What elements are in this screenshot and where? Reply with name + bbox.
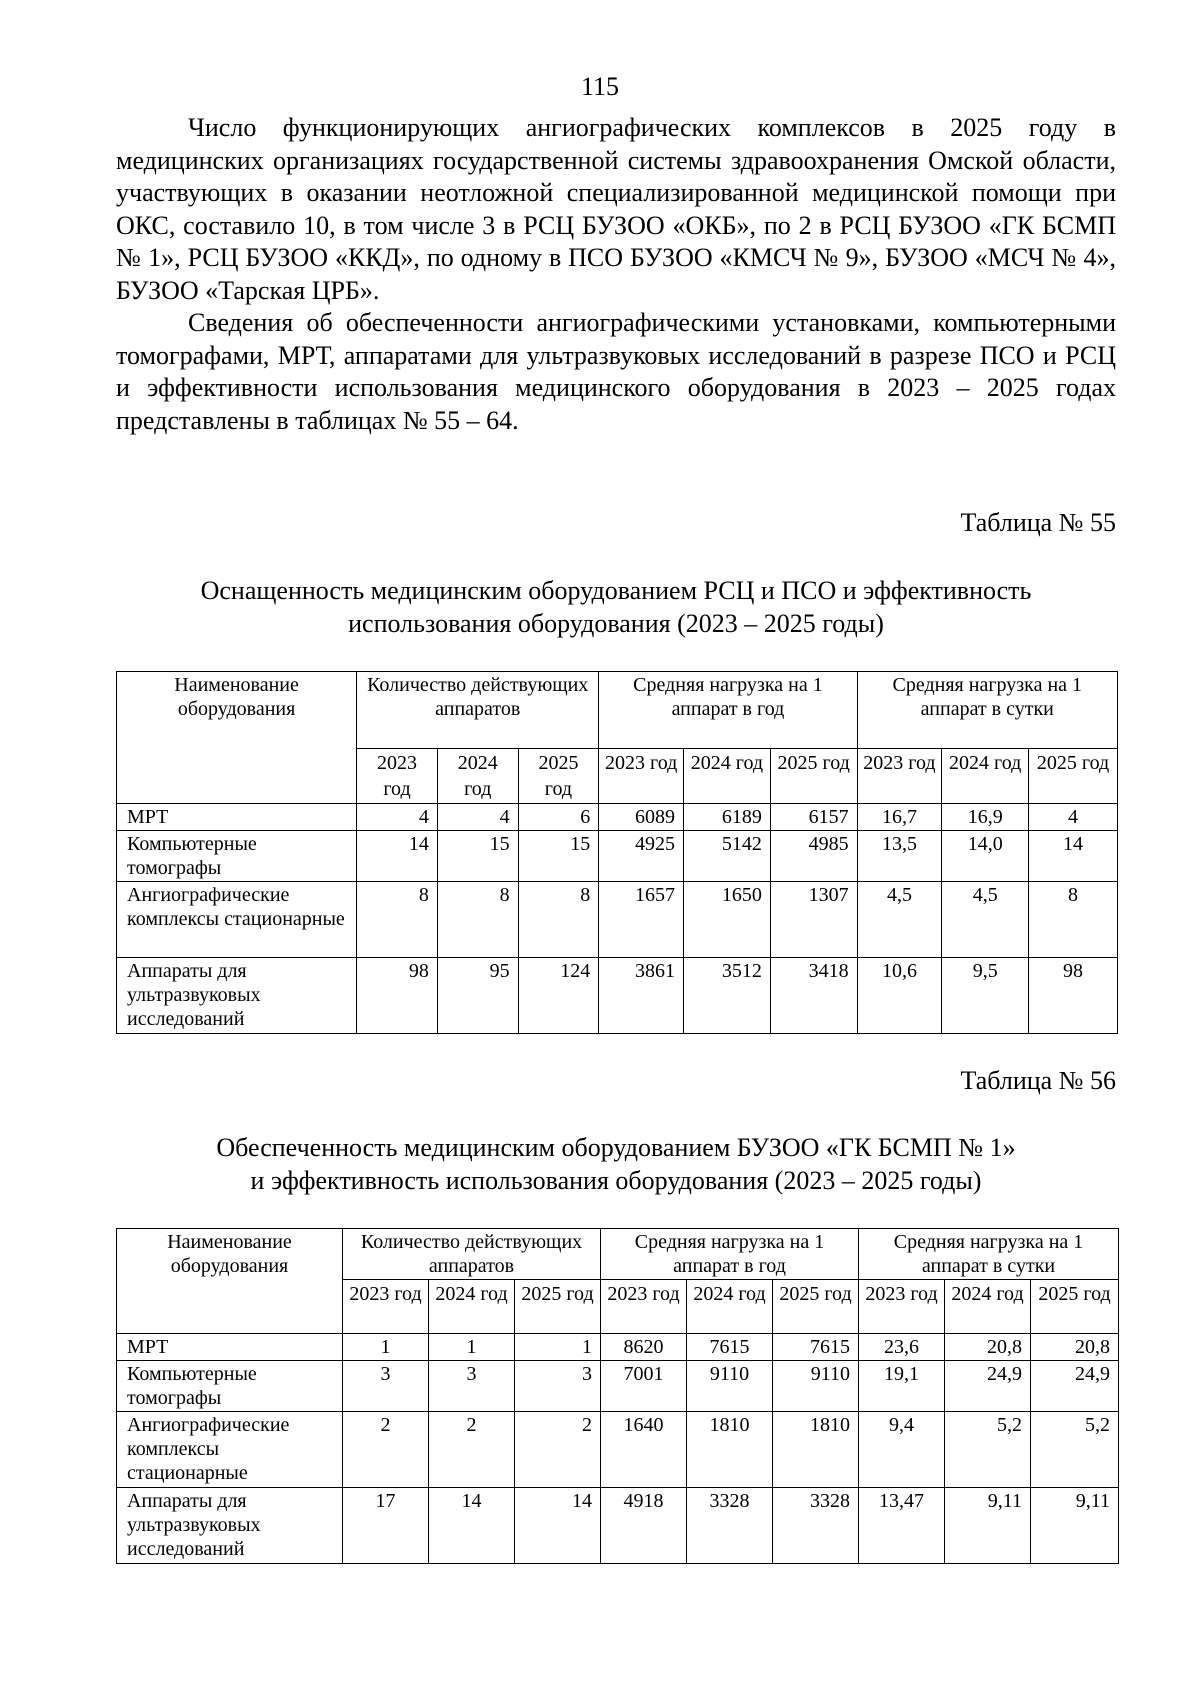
- cell: 1810: [773, 1412, 859, 1488]
- table-row: [117, 831, 1118, 882]
- table-56-label: Таблица № 56: [960, 1066, 1116, 1095]
- table-55-label: Таблица № 55: [960, 508, 1116, 537]
- table-row: [117, 804, 1118, 831]
- table-row: [117, 1334, 1119, 1361]
- cell: 98: [357, 958, 438, 1034]
- cell: 20,8: [1031, 1334, 1119, 1361]
- table-55-title-line2: использования оборудования (2023 – 2025 годы): [348, 609, 884, 638]
- table-56-title-line1: Обеспеченность медицинским оборудованием БУЗОО «ГК БСМП № 1»: [216, 1133, 1016, 1162]
- header-year: 2024 год: [687, 1280, 773, 1334]
- cell: 8: [518, 882, 599, 958]
- cell: 20,8: [945, 1334, 1031, 1361]
- cell: 4,5: [942, 882, 1029, 958]
- cell: 5,2: [1031, 1412, 1119, 1488]
- table-row: [117, 1412, 1119, 1488]
- header-equipment-name: Наименование оборудования: [117, 672, 357, 804]
- table-56-title-line2: и эффективность использования оборудования (2023 – 2025 годы): [250, 1166, 982, 1195]
- header-year: 2023 год: [599, 749, 684, 804]
- header-load-per-year: Средняя нагрузка на 1 аппарат в год: [599, 672, 857, 749]
- header-year: 2025 год: [773, 1280, 859, 1334]
- cell: 9110: [687, 1361, 773, 1412]
- cell: 4925: [599, 831, 684, 882]
- cell: 1: [429, 1334, 515, 1361]
- header-year: 2024 год: [437, 749, 518, 804]
- row-name: МРТ: [117, 804, 357, 831]
- paragraph-angiography-count: Число функционирующих ангиографических комплексов в 2025 году в медицинских организациях государственной системы здравоохранения Омской области, участвующих в оказании неотложной специализированной медицинской помощи при ОКС, составило 10, в том числе 3 в РСЦ БУЗОО «ОКБ», по 2 в РСЦ БУЗОО «ГК БСМП № 1», РСЦ БУЗОО «ККД», по одному в ПСО БУЗОО «КМСЧ № 9», БУЗОО «МСЧ № 4», БУЗОО «Тарская ЦРБ».: [116, 113, 1116, 305]
- cell: 1650: [684, 882, 771, 958]
- cell: 4: [357, 804, 438, 831]
- cell: 19,1: [859, 1361, 945, 1412]
- cell: 6089: [599, 804, 684, 831]
- header-year: 2024 год: [684, 749, 771, 804]
- header-equipment-name: Наименование оборудования: [117, 1229, 343, 1334]
- row-name: Компьютерные томографы: [117, 1361, 343, 1412]
- page-number: 115: [580, 72, 620, 101]
- header-load-per-year: Средняя нагрузка на 1 аппарат в год: [601, 1229, 859, 1280]
- header-year: 2023 год: [857, 749, 942, 804]
- cell: 14,0: [942, 831, 1029, 882]
- row-name: Ангиографические комплексы стационарные: [117, 1412, 343, 1488]
- table-row: [117, 1488, 1119, 1564]
- cell: 4: [437, 804, 518, 831]
- cell: 2: [343, 1412, 429, 1488]
- cell: 9,5: [942, 958, 1029, 1034]
- cell: 6189: [684, 804, 771, 831]
- cell: 3861: [599, 958, 684, 1034]
- cell: 15: [437, 831, 518, 882]
- header-year: 2025 год: [1029, 749, 1118, 804]
- body-text: [116, 112, 1116, 437]
- cell: 14: [357, 831, 438, 882]
- cell: 24,9: [945, 1361, 1031, 1412]
- cell: 13,47: [859, 1488, 945, 1564]
- cell: 7615: [773, 1334, 859, 1361]
- header-year: 2025 год: [515, 1280, 601, 1334]
- cell: 4: [1029, 804, 1118, 831]
- header-year: 2025 год: [770, 749, 857, 804]
- cell: 8: [437, 882, 518, 958]
- cell: 1: [515, 1334, 601, 1361]
- cell: 1810: [687, 1412, 773, 1488]
- cell: 9,11: [1031, 1488, 1119, 1564]
- cell: 16,9: [942, 804, 1029, 831]
- header-year: 2024 год: [429, 1280, 515, 1334]
- cell: 4918: [601, 1488, 687, 1564]
- cell: 10,6: [857, 958, 942, 1034]
- cell: 4985: [770, 831, 857, 882]
- table-56: [116, 1228, 1119, 1564]
- table-56-title: [116, 1131, 1116, 1197]
- cell: 9,4: [859, 1412, 945, 1488]
- cell: 15: [518, 831, 599, 882]
- cell: 5,2: [945, 1412, 1031, 1488]
- cell: 6157: [770, 804, 857, 831]
- row-name: МРТ: [117, 1334, 343, 1361]
- table-row: [117, 958, 1118, 1034]
- header-year: 2025 год: [518, 749, 599, 804]
- table-row: [117, 882, 1118, 958]
- cell: 95: [437, 958, 518, 1034]
- cell: 14: [1029, 831, 1118, 882]
- cell: 7001: [601, 1361, 687, 1412]
- header-year: 2023 год: [343, 1280, 429, 1334]
- cell: 1: [343, 1334, 429, 1361]
- header-year: 2024 год: [945, 1280, 1031, 1334]
- cell: 17: [343, 1488, 429, 1564]
- table-55: [116, 671, 1118, 1034]
- table-row: [117, 1361, 1119, 1412]
- cell: 7615: [687, 1334, 773, 1361]
- cell: 2: [429, 1412, 515, 1488]
- cell: 5142: [684, 831, 771, 882]
- cell: 3512: [684, 958, 771, 1034]
- header-load-per-day: Средняя нагрузка на 1 аппарат в сутки: [859, 1229, 1119, 1280]
- header-year: 2025 год: [1031, 1280, 1119, 1334]
- row-name: Аппараты для ультразвуковых исследований: [117, 958, 357, 1034]
- row-name: Компьютерные томографы: [117, 831, 357, 882]
- header-count: Количество действующих аппаратов: [357, 672, 599, 749]
- cell: 8620: [601, 1334, 687, 1361]
- cell: 3: [343, 1361, 429, 1412]
- row-name: Аппараты для ультразвуковых исследований: [117, 1488, 343, 1564]
- cell: 16,7: [857, 804, 942, 831]
- cell: 1307: [770, 882, 857, 958]
- cell: 3328: [687, 1488, 773, 1564]
- row-name: Ангиографические комплексы стационарные: [117, 882, 357, 958]
- header-year: 2023 год: [357, 749, 438, 804]
- cell: 124: [518, 958, 599, 1034]
- cell: 4,5: [857, 882, 942, 958]
- paragraph-equipment-info: Сведения об обеспеченности ангиографическими установками, компьютерными томографами, МРТ, аппаратами для ультразвуковых исследований в разрезе ПСО и РСЦ и эффективности использования медицинского оборудования в 2023 – 2025 годах представлены в таблицах № 55 – 64.: [116, 308, 1116, 435]
- cell: 24,9: [1031, 1361, 1119, 1412]
- cell: 2: [515, 1412, 601, 1488]
- header-year: 2023 год: [859, 1280, 945, 1334]
- cell: 8: [357, 882, 438, 958]
- header-year: 2023 год: [601, 1280, 687, 1334]
- header-load-per-day: Средняя нагрузка на 1 аппарат в сутки: [857, 672, 1117, 749]
- cell: 6: [518, 804, 599, 831]
- cell: 23,6: [859, 1334, 945, 1361]
- table-55-title: [116, 574, 1116, 640]
- cell: 8: [1029, 882, 1118, 958]
- cell: 13,5: [857, 831, 942, 882]
- cell: 1640: [601, 1412, 687, 1488]
- cell: 14: [429, 1488, 515, 1564]
- table-55-title-line1: Оснащенность медицинским оборудованием РСЦ и ПСО и эффективность: [200, 576, 1032, 605]
- cell: 98: [1029, 958, 1118, 1034]
- cell: 3328: [773, 1488, 859, 1564]
- cell: 3418: [770, 958, 857, 1034]
- header-count: Количество действующих аппаратов: [343, 1229, 601, 1280]
- header-year: 2024 год: [942, 749, 1029, 804]
- cell: 3: [515, 1361, 601, 1412]
- cell: 9110: [773, 1361, 859, 1412]
- cell: 9,11: [945, 1488, 1031, 1564]
- cell: 3: [429, 1361, 515, 1412]
- cell: 1657: [599, 882, 684, 958]
- cell: 14: [515, 1488, 601, 1564]
